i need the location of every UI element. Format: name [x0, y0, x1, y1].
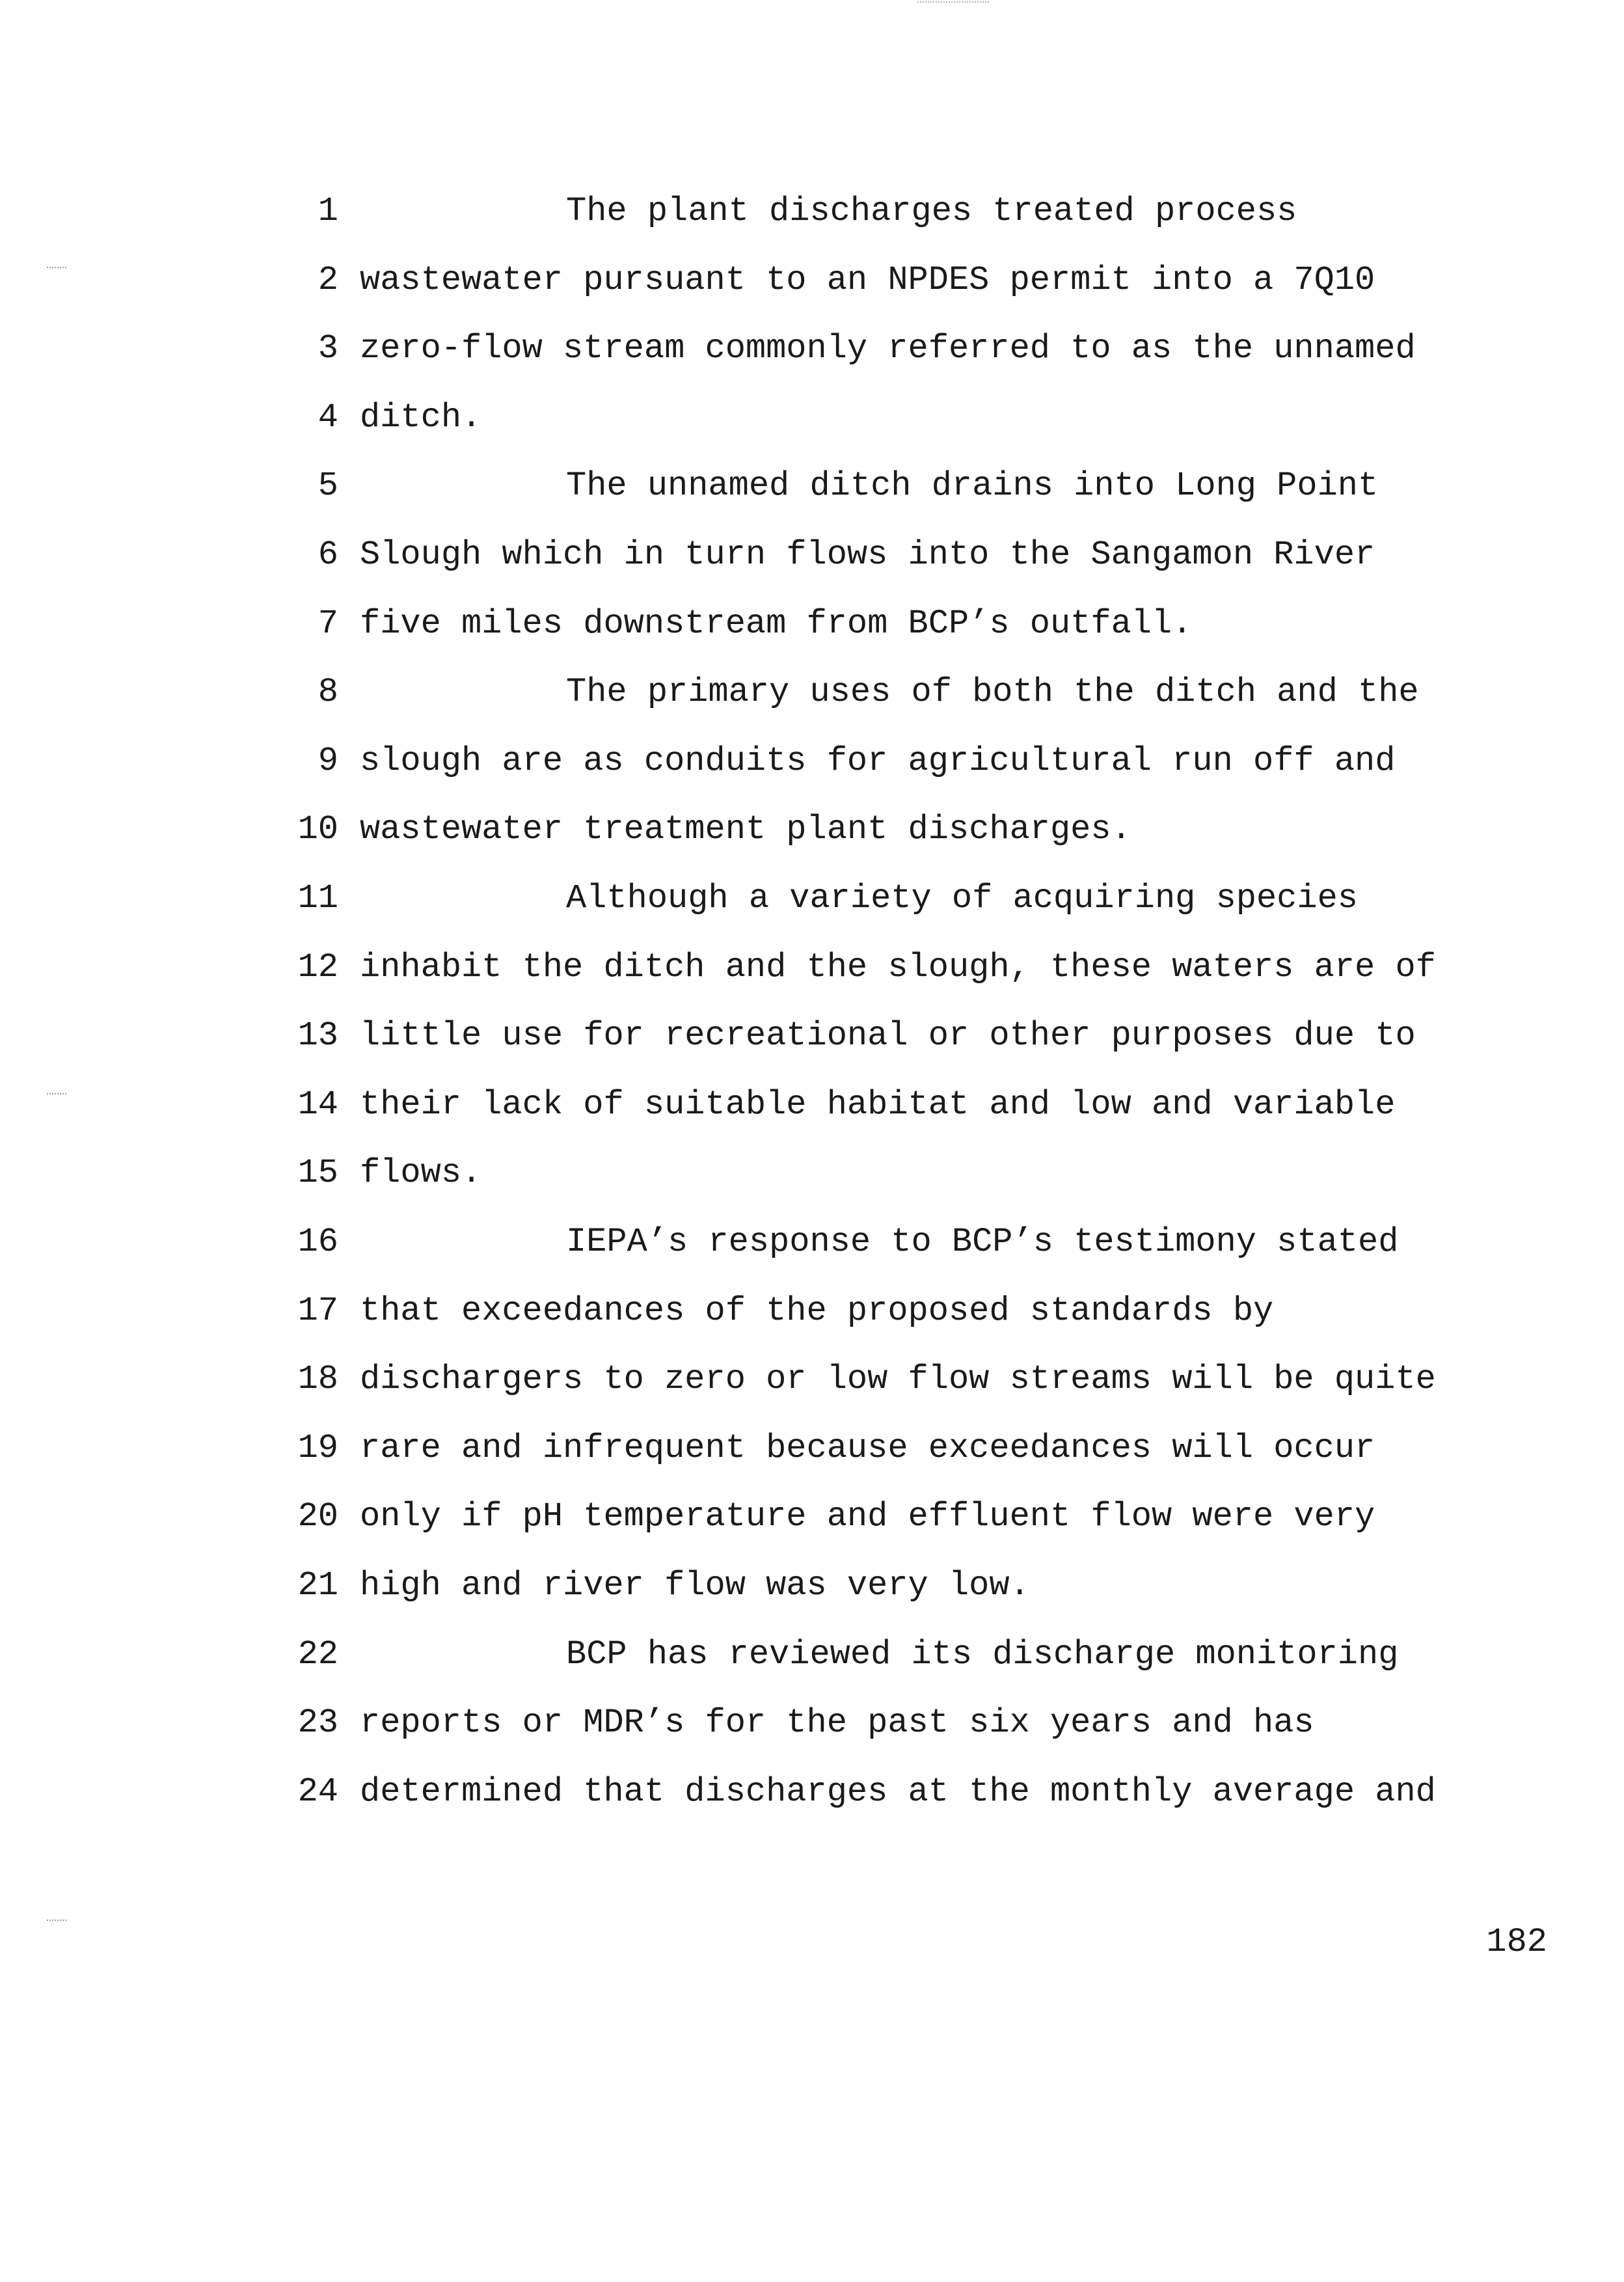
line-number: 21 — [297, 1566, 338, 1605]
line-number: 24 — [297, 1773, 338, 1811]
line-text: The unnamed ditch drains into Long Point — [566, 467, 1379, 505]
transcript-line — [0, 1010, 1624, 1062]
line-text: wastewater treatment plant discharges. — [360, 810, 1131, 849]
line-text: five miles downstream from BCP’s outfall. — [360, 604, 1193, 643]
transcript-line — [0, 392, 1624, 444]
transcript-line — [0, 1147, 1624, 1199]
line-text: high and river flow was very low. — [360, 1566, 1030, 1605]
line-text: The plant discharges treated process — [566, 192, 1297, 230]
line-number: 22 — [297, 1635, 338, 1674]
line-text: only if pH temperature and effluent flow were very — [360, 1497, 1375, 1536]
transcript-line — [0, 598, 1624, 650]
line-number: 23 — [297, 1704, 338, 1742]
line-number: 14 — [297, 1085, 338, 1124]
line-number: 11 — [297, 879, 338, 917]
line-number: 12 — [297, 948, 338, 986]
line-text: rare and infrequent because exceedances will occur — [360, 1429, 1375, 1467]
line-text: The primary uses of both the ditch and the — [566, 673, 1419, 711]
transcript-line — [0, 873, 1624, 925]
transcript-line — [0, 1560, 1624, 1612]
line-number: 6 — [318, 536, 338, 574]
line-number: 8 — [318, 673, 338, 711]
line-text: inhabit the ditch and the slough, these waters are of — [360, 948, 1436, 986]
line-number: 7 — [318, 604, 338, 643]
line-text: flows. — [360, 1154, 482, 1192]
transcript-line — [0, 1079, 1624, 1131]
line-text: their lack of suitable habitat and low and variable — [360, 1085, 1396, 1124]
line-text: that exceedances of the proposed standards by — [360, 1292, 1274, 1330]
line-number: 9 — [318, 742, 338, 780]
line-number: 4 — [318, 398, 338, 437]
line-number: 10 — [297, 810, 338, 849]
transcript-line — [0, 1216, 1624, 1268]
line-text: slough are as conduits for agricultural run off and — [360, 742, 1396, 780]
transcript-line — [0, 1422, 1624, 1474]
line-number: 3 — [318, 329, 338, 368]
line-number: 5 — [318, 467, 338, 505]
transcript-line — [0, 1285, 1624, 1337]
line-text: IEPA’s response to BCP’s testimony stated — [566, 1223, 1399, 1261]
transcript-line — [0, 942, 1624, 994]
line-text: dischargers to zero or low flow streams will be quite — [360, 1360, 1436, 1398]
line-number: 15 — [297, 1154, 338, 1192]
page-number: 182 — [1486, 1923, 1547, 1961]
transcript-line — [0, 460, 1624, 512]
transcript-line — [0, 804, 1624, 856]
line-number: 17 — [297, 1292, 338, 1330]
transcript-line — [0, 1491, 1624, 1543]
line-number: 18 — [297, 1360, 338, 1398]
line-text: reports or MDR’s for the past six years and has — [360, 1704, 1314, 1742]
line-number: 19 — [297, 1429, 338, 1467]
transcript-line — [0, 1353, 1624, 1406]
line-number: 2 — [318, 261, 338, 299]
transcript-line — [0, 323, 1624, 375]
line-number: 20 — [297, 1497, 338, 1536]
transcript-line — [0, 529, 1624, 581]
line-number: 13 — [297, 1016, 338, 1055]
line-text: BCP has reviewed its discharge monitoring — [566, 1635, 1399, 1674]
line-text: determined that discharges at the monthly average and — [360, 1773, 1436, 1811]
transcript-line — [0, 1629, 1624, 1681]
line-number: 16 — [297, 1223, 338, 1261]
transcript-line — [0, 1766, 1624, 1818]
transcript-line — [0, 185, 1624, 238]
line-number: 1 — [318, 192, 338, 230]
line-text: ditch. — [360, 398, 482, 437]
transcript-line — [0, 1697, 1624, 1749]
line-text: wastewater pursuant to an NPDES permit into a 7Q10 — [360, 261, 1375, 299]
transcript-line — [0, 735, 1624, 787]
line-text: little use for recreational or other purposes due to — [360, 1016, 1416, 1055]
line-text: Slough which in turn flows into the Sangamon River — [360, 536, 1375, 574]
transcript-line — [0, 666, 1624, 718]
line-text: Although a variety of acquiring species — [566, 879, 1358, 917]
transcript-line — [0, 254, 1624, 306]
line-text: zero-flow stream commonly referred to as the unnamed — [360, 329, 1416, 368]
